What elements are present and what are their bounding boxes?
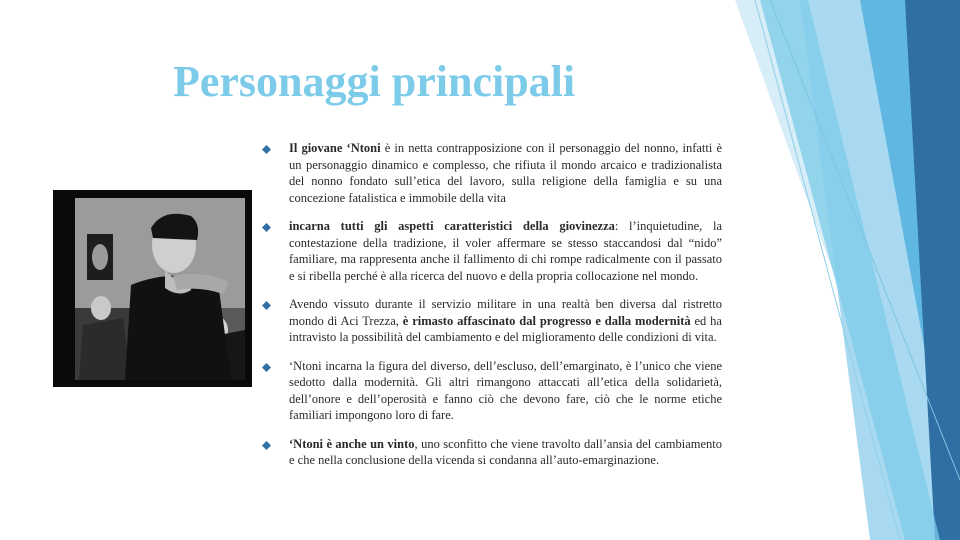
diamond-icon <box>262 301 271 310</box>
bullet-strong-text: ‘Ntoni è anche un vinto <box>289 436 415 451</box>
diamond-icon <box>262 441 271 450</box>
bullet-text: è in netta contrapposizione con il personaggio del nonno, infatti è un personaggio dinamico e complesso, che rifiuta il mondo arcaico e tradizionalista del nonno fondato sull’etica del lavoro, sulla religione della famiglia e su una concezione fatalistica e immobile della vita <box>289 141 722 205</box>
bullet-text: ‘Ntoni incarna la figura del diverso, dell’escluso, dell’emarginato, è l’unico che viene sedotto dalla modernità. Gli altri rimangono attaccati all’etica della solidarietà, dell’onore e dell’operosità e fanno ciò che devono fare, ciò che le norme etiche familiari impongono loro di fare. <box>289 358 722 422</box>
diamond-icon <box>262 223 271 232</box>
bullet-strong-text: incarna tutti gli aspetti caratteristici della giovinezza <box>289 219 615 233</box>
diamond-icon <box>262 363 271 372</box>
character-photo <box>53 190 252 387</box>
bullet-item <box>262 218 722 284</box>
bullet-strong-text: è rimasto affascinato dal progresso e dalla modernità <box>402 313 691 328</box>
bullet-text: : l’inquietudine, la contestazione della tradizione, il voler affermare se stesso staccandosi dal “nido” familiare, ma rappresenta anche il fallimento di chi rompe radicalmente con il passato e si ribella perché è alla ricerca del nuovo e della propria collocazione nel mondo. <box>289 219 722 283</box>
diamond-icon <box>262 145 271 154</box>
slide-title: Personaggi principali <box>173 57 576 106</box>
bullet-list <box>262 140 722 469</box>
bullet-item <box>262 436 722 469</box>
bullet-item <box>262 296 722 346</box>
bullet-strong-text: Il giovane ‘Ntoni <box>289 141 381 155</box>
bullet-item <box>262 358 722 424</box>
bullet-text: , uno sconfitto che viene travolto dall’ansia del cambiamento e che nella conclusione della vicenda si condanna all’auto-emarginazione. <box>289 436 722 467</box>
bullet-text: Avendo vissuto durante il servizio militare in una realtà ben diversa dal ristretto mondo di Aci Trezza, <box>289 297 722 328</box>
bullet-text: ed ha intravisto la possibilità del cambiamento e del miglioramento delle condizioni di vita. <box>289 313 722 344</box>
bullet-item <box>262 140 722 206</box>
